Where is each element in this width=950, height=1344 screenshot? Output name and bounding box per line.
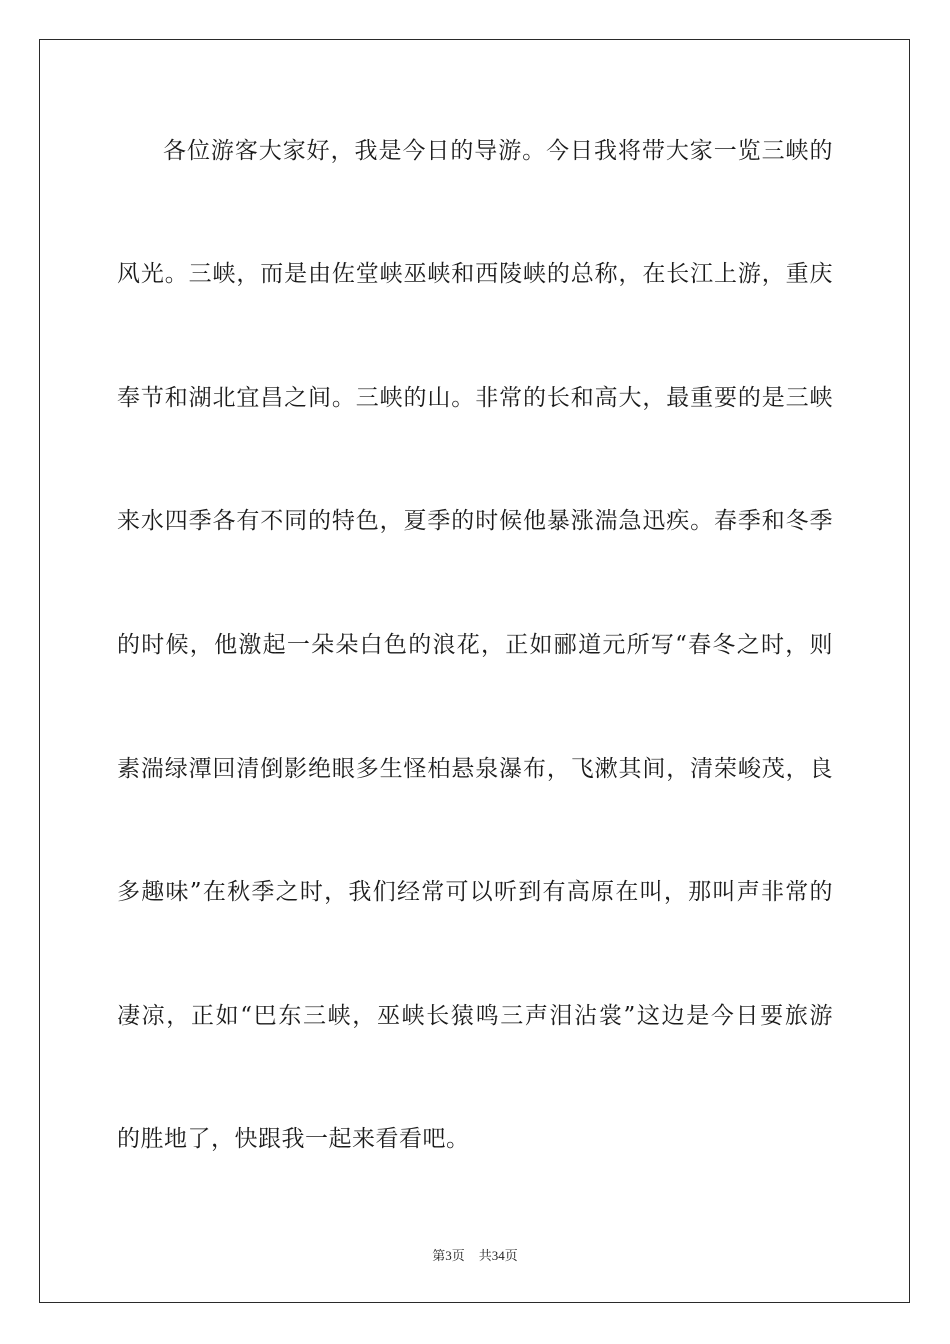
paragraph-line-6: 素湍绿潭回清倒影绝眼多生怪柏悬泉瀑布，飞漱其间，清荣峻茂，良 bbox=[117, 756, 833, 782]
paragraph-line-3: 奉节和湖北宜昌之间。三峡的山。非常的长和高大，最重要的是三峡 bbox=[117, 385, 833, 411]
paragraph-line-2: 风光。三峡，而是由佐堂峡巫峡和西陵峡的总称，在长江上游，重庆 bbox=[117, 261, 833, 287]
page-number: 第3页 bbox=[432, 1248, 465, 1263]
page-total: 共34页 bbox=[478, 1248, 518, 1263]
page-footer bbox=[0, 1247, 950, 1265]
paragraph-line-1: 各位游客大家好，我是今日的导游。今日我将带大家一览三峡的 bbox=[163, 138, 833, 164]
paragraph-line-5: 的时候，他激起一朵朵白色的浪花，正如郦道元所写“春冬之时，则 bbox=[117, 632, 833, 658]
paragraph-line-9: 的胜地了，快跟我一起来看看吧。 bbox=[117, 1126, 470, 1152]
paragraph-line-4: 来水四季各有不同的特色，夏季的时候他暴涨湍急迅疾。春季和冬季 bbox=[117, 508, 833, 534]
paragraph-line-8: 凄凉，正如“巴东三峡，巫峡长猿鸣三声泪沾裳”这边是今日要旅游 bbox=[117, 1003, 833, 1029]
page-border bbox=[39, 39, 910, 1303]
paragraph-line-7: 多趣味”在秋季之时，我们经常可以听到有高原在叫，那叫声非常的 bbox=[117, 879, 833, 905]
